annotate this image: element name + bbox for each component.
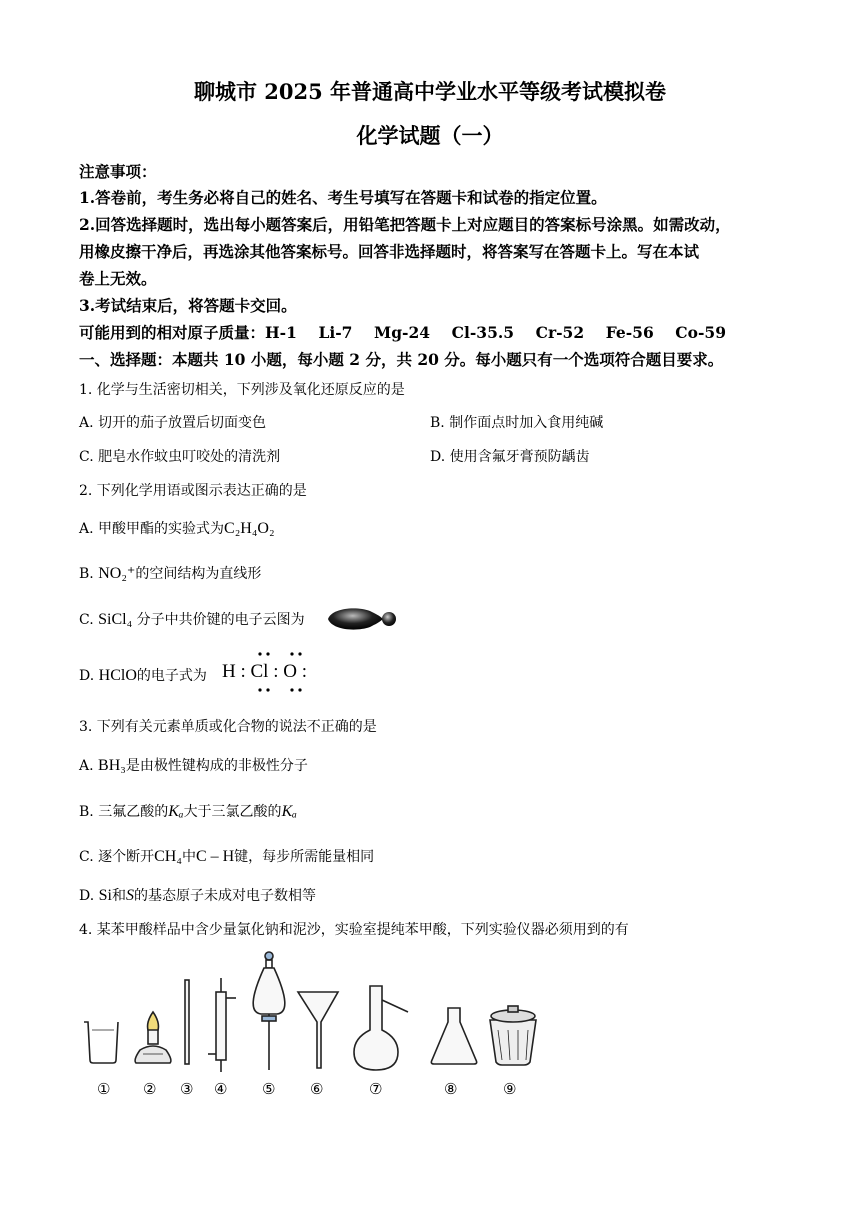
q2-d-text: 的电子式为 bbox=[136, 668, 207, 684]
q2-b-text: 的空间结构为直线形 bbox=[135, 566, 262, 582]
q3-option-d bbox=[79, 885, 316, 905]
q1-option-b: B. 制作面点时加入食用纯碱 bbox=[430, 415, 604, 431]
atomic-masses: 可能用到的相对原子质量：H-1 Li-7 Mg-24 Cl-35.5 Cr-52 Fe-56 Co-59 bbox=[79, 323, 726, 342]
exam-subtitle: 化学试题（一） bbox=[356, 123, 504, 148]
notes-heading: 注意事项： bbox=[79, 162, 157, 181]
q2-a-text: A. 甲酸甲酯的实验式为 bbox=[79, 521, 225, 537]
apparatus-label-6: ⑥ bbox=[310, 1080, 324, 1098]
q2-c-text: 分子中共价键的电子云图为 bbox=[136, 612, 305, 628]
q3-b-text2: 大于三氯乙酸的 bbox=[183, 804, 282, 820]
q1-stem: 1. 化学与生活密切相关，下列涉及氧化还原反应的是 bbox=[79, 382, 405, 398]
note-2b: 用橡皮擦干净后，再选涂其他答案标号。回答非选择题时，将答案写在答题卡上。写在本试 bbox=[79, 242, 700, 261]
q3-d-si: Si bbox=[98, 887, 112, 904]
exam-title: 聊城市 2025 年普通高中学业水平等级考试模拟卷 bbox=[193, 79, 667, 104]
q2-c-label: C. bbox=[79, 612, 94, 628]
q2-d-formula: HClO bbox=[98, 667, 137, 684]
q3-d-text: 的基态原子未成对电子数相等 bbox=[133, 888, 316, 904]
hclo-lewis-structure bbox=[222, 650, 322, 694]
q2-c-formula: SiCl₄ bbox=[98, 611, 133, 628]
condenser-icon bbox=[208, 978, 236, 1072]
apparatus-label-8: ⑧ bbox=[444, 1080, 458, 1098]
q2-d-label: D. bbox=[79, 668, 95, 684]
lone-pair-dots bbox=[222, 650, 322, 694]
electron-cloud-diagram bbox=[326, 605, 398, 633]
q1-option-a: A. 切开的茄子放置后切面变色 bbox=[79, 415, 267, 431]
q2-option-b bbox=[79, 563, 261, 583]
q3-b-ka-1: Kₐ bbox=[168, 803, 184, 820]
note-2c: 卷上无效。 bbox=[79, 269, 157, 288]
q3-b-ka-2: Kₐ bbox=[281, 803, 297, 820]
apparatus-label-4: ④ bbox=[214, 1080, 228, 1098]
apparatus-label-2: ② bbox=[143, 1080, 157, 1098]
q3-a-label: A. bbox=[79, 758, 94, 774]
q4-stem: 4. 某苯甲酸样品中含少量氯化钠和泥沙，实验室提纯苯甲酸，下列实验仪器必须用到的有 bbox=[79, 922, 629, 938]
q3-c-text1: C. 逐个断开 bbox=[79, 849, 155, 865]
q3-d-and: 和 bbox=[111, 888, 126, 904]
q3-option-c bbox=[79, 846, 374, 866]
q2-b-formula: NO₂⁺ bbox=[98, 565, 136, 582]
q1-option-d: D. 使用含氟牙膏预防龋齿 bbox=[430, 449, 590, 465]
q3-b-text1: B. 三氟乙酸的 bbox=[79, 804, 169, 820]
q3-stem: 3. 下列有关元素单质或化合物的说法不正确的是 bbox=[79, 719, 377, 735]
q3-c-text3: 键，每步所需能量相同 bbox=[234, 849, 375, 865]
q3-a-text: 是由极性键构成的非极性分子 bbox=[125, 758, 308, 774]
beaker-icon bbox=[84, 1022, 118, 1063]
separatory-funnel-icon bbox=[253, 952, 285, 1070]
alcohol-lamp-icon bbox=[135, 1012, 171, 1063]
q1-option-c: C. 肥皂水作蚊虫叮咬处的清洗剂 bbox=[79, 449, 281, 465]
q3-c-text2: 中 bbox=[181, 849, 196, 865]
glass-rod-icon bbox=[185, 980, 189, 1064]
conical-flask-icon bbox=[431, 1008, 476, 1064]
apparatus-label-3: ③ bbox=[180, 1080, 194, 1098]
q3-option-b bbox=[79, 801, 297, 821]
q2-option-a bbox=[79, 518, 275, 538]
section-heading: 一、选择题：本题共 10 小题，每小题 2 分，共 20 分。每小题只有一个选项符合题目要求。 bbox=[79, 350, 724, 369]
distillation-flask-icon bbox=[354, 986, 408, 1070]
crucible-icon bbox=[490, 1006, 536, 1065]
q2-b-label: B. bbox=[79, 566, 94, 582]
funnel-icon bbox=[298, 992, 338, 1068]
q3-c-bond: C – H bbox=[195, 848, 235, 865]
q2-stem: 2. 下列化学用语或图示表达正确的是 bbox=[79, 483, 307, 499]
note-3: 3.考试结束后，将答题卡交回。 bbox=[79, 296, 297, 315]
lewis-text: H : Cl : O : bbox=[222, 661, 307, 682]
apparatus-label-5: ⑤ bbox=[262, 1080, 276, 1098]
q2-option-d bbox=[79, 665, 207, 685]
q2-option-c bbox=[79, 609, 305, 629]
apparatus-label-9: ⑨ bbox=[503, 1080, 517, 1098]
q3-c-formula: CH₄ bbox=[154, 848, 182, 865]
apparatus-figure bbox=[78, 950, 538, 1100]
q3-d-label: D. bbox=[79, 888, 95, 904]
q3-d-s: S bbox=[125, 887, 134, 904]
note-2a: 2.回答选择题时，选出每小题答案后，用铅笔把答题卡上对应题目的答案标号涂黑。如需改动， bbox=[79, 215, 731, 234]
q3-option-a bbox=[79, 755, 308, 775]
q3-a-formula: BH₃ bbox=[98, 757, 126, 774]
apparatus-label-1: ① bbox=[97, 1080, 111, 1098]
q2-a-formula: C₂H₄O₂ bbox=[224, 520, 275, 537]
note-1: 1.答卷前，考生务必将自己的姓名、考生号填写在答题卡和试卷的指定位置。 bbox=[79, 188, 607, 207]
apparatus-label-7: ⑦ bbox=[369, 1080, 383, 1098]
